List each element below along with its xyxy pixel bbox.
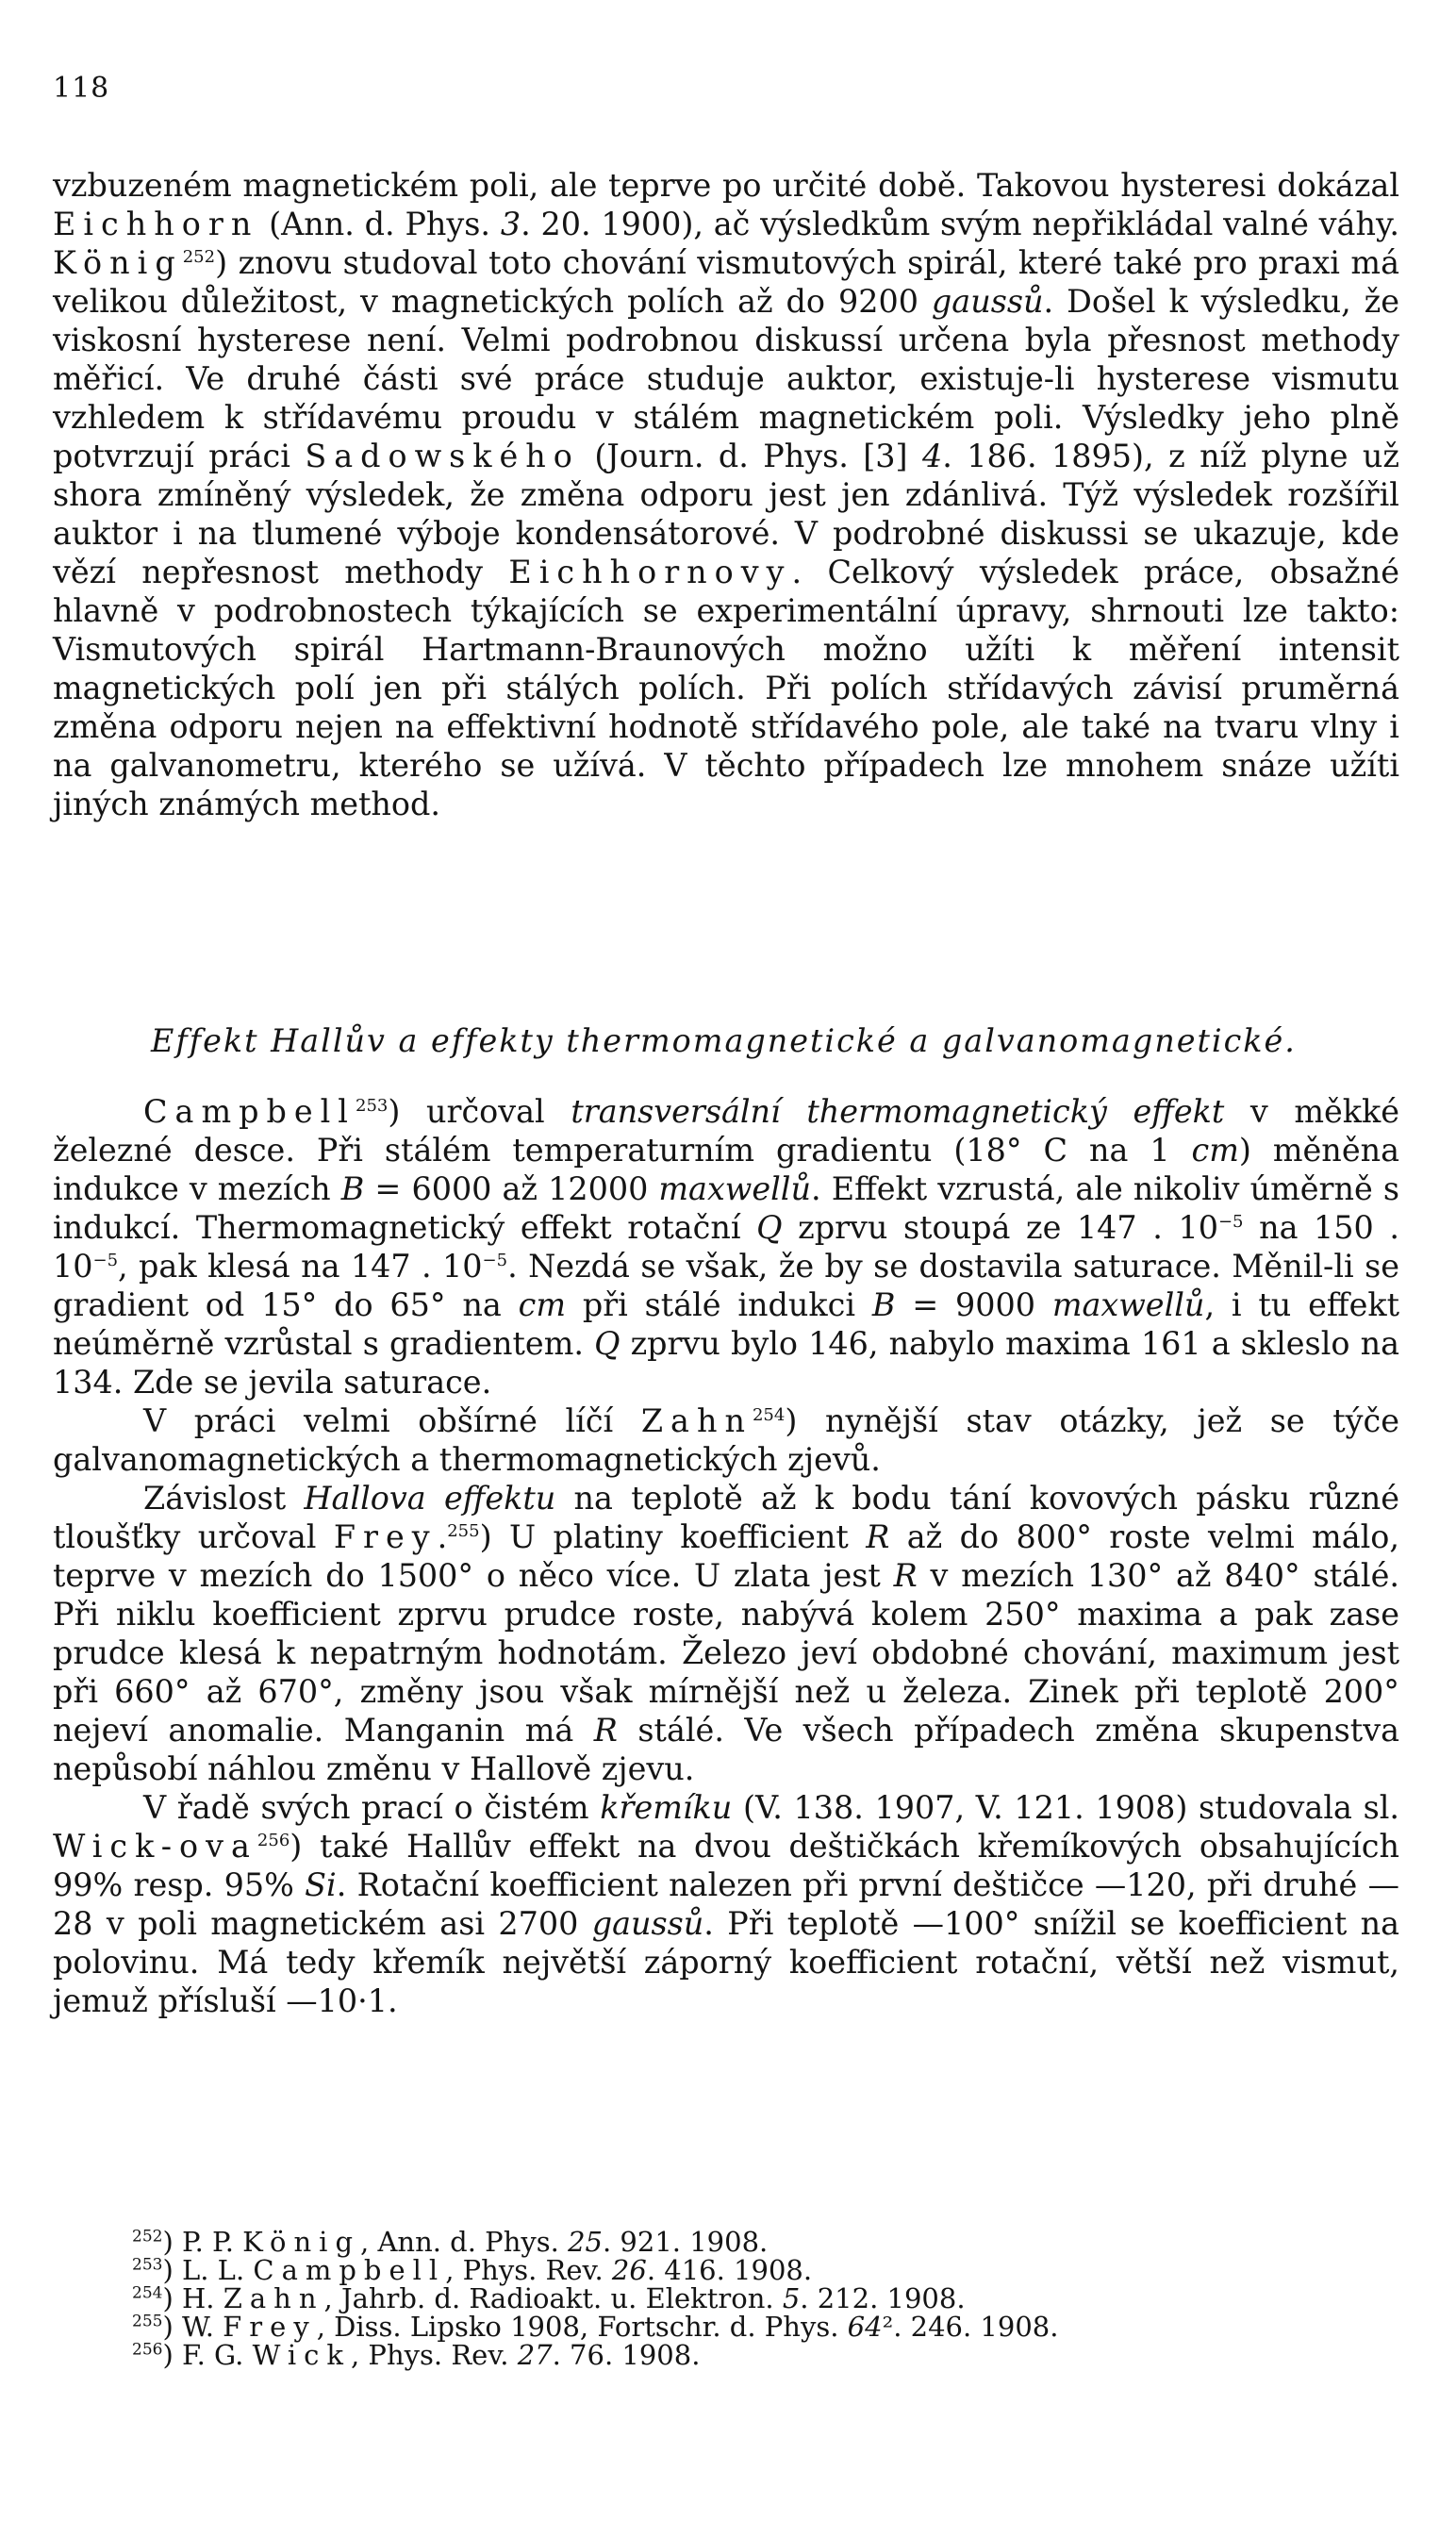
footnote-ref: −5 [92, 1250, 119, 1270]
text-run: v mezích 130° až 840° stálé. Při niklu koefficient zprvu prudce roste, nabývá kolem 250° maxima a pak zase prudce klesá k nepatrným hodnotám. Železo jeví obdobné chování, maximum jest při 660° až 670°, změny jsou však mírnější než u železa. Zinek při teplotě 200° nejeví anomalie. Manganin má [53, 1557, 1399, 1749]
italic-text: maxwellů [1051, 1286, 1205, 1323]
italic-text: Hallova effektu [304, 1480, 556, 1517]
footnote-ref: 252 [132, 2227, 163, 2247]
author-name: Wick-ova [53, 1828, 257, 1865]
italic-text: transversální thermomagnetický effekt [571, 1093, 1225, 1130]
footnotes [132, 2228, 1358, 2369]
text-run: . [437, 1518, 448, 1555]
author-name: Eichhornovy [508, 554, 792, 590]
italic-text: 27 [517, 2339, 553, 2371]
paragraph [53, 166, 1399, 823]
footnote-ref: 256 [132, 2340, 163, 2360]
italic-text: gaussů [591, 1905, 704, 1942]
author-name: König [242, 2226, 361, 2258]
italic-text: cm [1191, 1132, 1239, 1169]
footnote-ref: 255 [132, 2312, 163, 2331]
section-heading-hall-effect: Effekt Hallův a effekty thermomagnetické a galvanomagnetické. [151, 1022, 1297, 1059]
footnote-ref: −5 [482, 1250, 508, 1270]
italic-text: 64 [847, 2311, 883, 2343]
text-run: ) W. [162, 2311, 223, 2343]
footnote-255 [132, 2313, 1358, 2341]
text-run: . 921. 1908. [603, 2226, 769, 2258]
paragraph [53, 1788, 1399, 2020]
text-run: při stálé indukci [566, 1286, 872, 1323]
italic-text: R [893, 1557, 918, 1594]
author-name: König [53, 244, 183, 281]
text-run: . 416. 1908. [646, 2254, 813, 2286]
text-run: = 9000 [895, 1286, 1052, 1323]
footnote-254 [132, 2284, 1358, 2313]
italic-text: B [871, 1286, 896, 1323]
text-run: v měkké železné desce. Při stálém temperaturním gradientu (18° C na 1 [53, 1093, 1399, 1169]
italic-text: cm [518, 1286, 566, 1323]
author-name: Campbell [253, 2254, 446, 2286]
page-number: 118 [53, 72, 110, 105]
text-run: (Ann. d. Phys. [258, 206, 501, 242]
footnote-ref: 254 [132, 2283, 163, 2303]
italic-text: Q [756, 1209, 783, 1246]
footnote-ref: 252 [182, 246, 216, 267]
footnote-ref: 254 [752, 1404, 786, 1425]
text-run: . Rotační koefficient nalezen při první deštičce —120, při druhé —28 v poli magnetickém asi 2700 [53, 1866, 1399, 1942]
italic-text: 3 [500, 206, 521, 242]
text-run: . 212. 1908. [800, 2282, 966, 2314]
text-run: (Journ. d. Phys. [3] [579, 438, 922, 474]
author-name: Frey [223, 2311, 317, 2343]
text-run: ) určoval [388, 1093, 571, 1130]
text-run: . Celkový výsledek práce, obsažné hlavně v podrobnostech týkajících se experimentální úpravy, shrnouti lze takto: Vismutových spirál Hartmann-Braunových možno užíti k měření intensit magnetických polí jen při stálých polích. Při polích střídavých závisí pruměrná změna odporu nejen na effektivní hodnotě střídavého pole, ale také na tvaru vlny i na galvanometru, kterého se užívá. V těchto případech lze mnohem snáze užíti jiných známých method. [53, 554, 1399, 822]
text-run: . 76. 1908. [552, 2339, 701, 2371]
footnote-ref: −5 [1217, 1211, 1244, 1232]
paragraph [53, 1092, 1399, 1401]
text-run: . 20. 1900), ač výsledkům svým nepřikládal valné váhy. [521, 206, 1399, 242]
footnote-ref: 253 [356, 1095, 389, 1116]
text-run: ) H. [162, 2282, 223, 2314]
author-name: Wick [252, 2339, 351, 2371]
italic-text: maxwellů [658, 1170, 811, 1207]
author-name: Frey [333, 1518, 438, 1555]
footnote-ref: 256 [256, 1830, 290, 1850]
italic-text: R [593, 1712, 618, 1749]
text-run: ) P. P. [162, 2226, 243, 2258]
text-run: stálé. Ve všech případech změna skupenstva nepůsobí náhlou změnu v Hallově zjevu. [53, 1712, 1399, 1787]
text-run: ². 246. 1908. [882, 2311, 1059, 2343]
text-run: . Nezdá se však, že by se dostavila saturace. Měnil-li se gradient od 15° do 65° na [53, 1248, 1399, 1323]
italic-text: křemíku [600, 1789, 733, 1826]
text-run: , Phys. Rev. [445, 2254, 612, 2286]
italic-text: Q [594, 1325, 620, 1362]
section-hall-effect [53, 1092, 1399, 2020]
author-name: Zahn [640, 1402, 753, 1439]
section-vismut-hysterese [53, 166, 1399, 823]
text-run: V řadě svých prací o čistém [143, 1789, 601, 1826]
text-run: ) také Hallův effekt na dvou deštičkách křemíkových obsahujících 99% resp. 95% [53, 1828, 1399, 1903]
paragraph [53, 1401, 1399, 1479]
italic-text: B [340, 1170, 365, 1207]
text-run: ) U platiny koefficient [479, 1518, 867, 1555]
footnote-ref: 253 [132, 2255, 163, 2275]
italic-text: gaussů [931, 283, 1044, 320]
text-run: , i tu effekt neúměrně vzrůstal s gradientem. [53, 1286, 1399, 1362]
text-run: , Phys. Rev. [351, 2339, 518, 2371]
text-run: na 150 . 10 [53, 1209, 1399, 1285]
text-run: , Ann. d. Phys. [360, 2226, 569, 2258]
text-run: na teplotě až k bodu tání kovových pásku různé tloušťky určoval [53, 1480, 1399, 1555]
italic-text: Si [305, 1866, 337, 1903]
text-run: ) znovu studoval toto chování vismutových spirál, které také pro praxi má velikou důležitost, v magnetických polích až do 9200 [53, 244, 1399, 320]
text-run: . Při teplotě —100° snížil se koefficient na polovinu. Má tedy křemík největší záporný koefficient rotační, větší než vismut, jemuž přísluší —10·1. [53, 1905, 1400, 2019]
text-run: . 186. 1895), z níž plyne už shora zmíněný výsledek, že změna odporu jest jen zdánlivá. Týž výsledek rozšířil auktor i na tlumené výboje kondensátorové. V podrobné diskussi se ukazuje, kde vězí nepřesnost methody [53, 438, 1400, 590]
italic-text: 4 [922, 438, 943, 474]
text-run: vzbuzeném magnetickém poli, ale teprve po určité době. Takovou hysteresi dokázal [53, 167, 1399, 204]
text-run: ) měněna indukce v mezích [53, 1132, 1399, 1207]
text-run: zprvu bylo 146, nabylo maxima 161 a skleslo na 134. Zde se jevila saturace. [53, 1325, 1399, 1401]
text-run: ) nynější stav otázky, jež se týče galvanomagnetických a thermomagnetických zjevů. [53, 1402, 1399, 1478]
footnote-253 [132, 2256, 1358, 2284]
author-name: Sadowského [305, 438, 580, 474]
italic-text: 26 [611, 2254, 647, 2286]
text-run: (V. 138. 1907, V. 121. 1908) studovala sl. [732, 1789, 1400, 1826]
text-run: Závislost [143, 1480, 305, 1517]
text-run: V práci velmi obšírné líčí [143, 1402, 641, 1439]
italic-text: 25 [568, 2226, 603, 2258]
italic-text: R [866, 1518, 890, 1555]
footnote-252 [132, 2228, 1358, 2256]
text-run: , Diss. Lipsko 1908, Fortschr. d. Phys. [316, 2311, 848, 2343]
author-name: Campbell [143, 1093, 356, 1130]
text-run: , Jahrb. d. Radioakt. u. Elektron. [323, 2282, 783, 2314]
italic-text: 5 [782, 2282, 801, 2314]
text-run: . Effekt vzrustá, ale nikoliv úměrně s indukcí. Thermomagnetický effekt rotační [53, 1170, 1399, 1246]
text-run: ) F. G. [162, 2339, 253, 2371]
text-run: = 6000 až 12000 [364, 1170, 659, 1207]
footnote-ref: 255 [447, 1520, 480, 1541]
text-run: ) L. L. [162, 2254, 254, 2286]
paragraph [53, 1479, 1399, 1788]
text-run: zprvu stoupá ze 147 . 10 [782, 1209, 1218, 1246]
text-run: , pak klesá na 147 . 10 [118, 1248, 483, 1285]
text-run: . Došel k výsledku, že viskosní hysterese není. Velmi podrobnou diskussí určena byla přesnost methody měřicí. Ve druhé části své práce studuje auktor, existuje-li hysterese vismutu vzhledem k střídavému proudu v stálém magnetickém poli. Výsledky jeho plně potvrzují práci [53, 283, 1399, 474]
author-name: Zahn [223, 2282, 324, 2314]
author-name: Eichhorn [53, 206, 259, 242]
text-run: až do 800° roste velmi málo, teprve v mezích do 1500° o něco více. U zlata jest [53, 1518, 1399, 1594]
footnote-256 [132, 2341, 1358, 2369]
